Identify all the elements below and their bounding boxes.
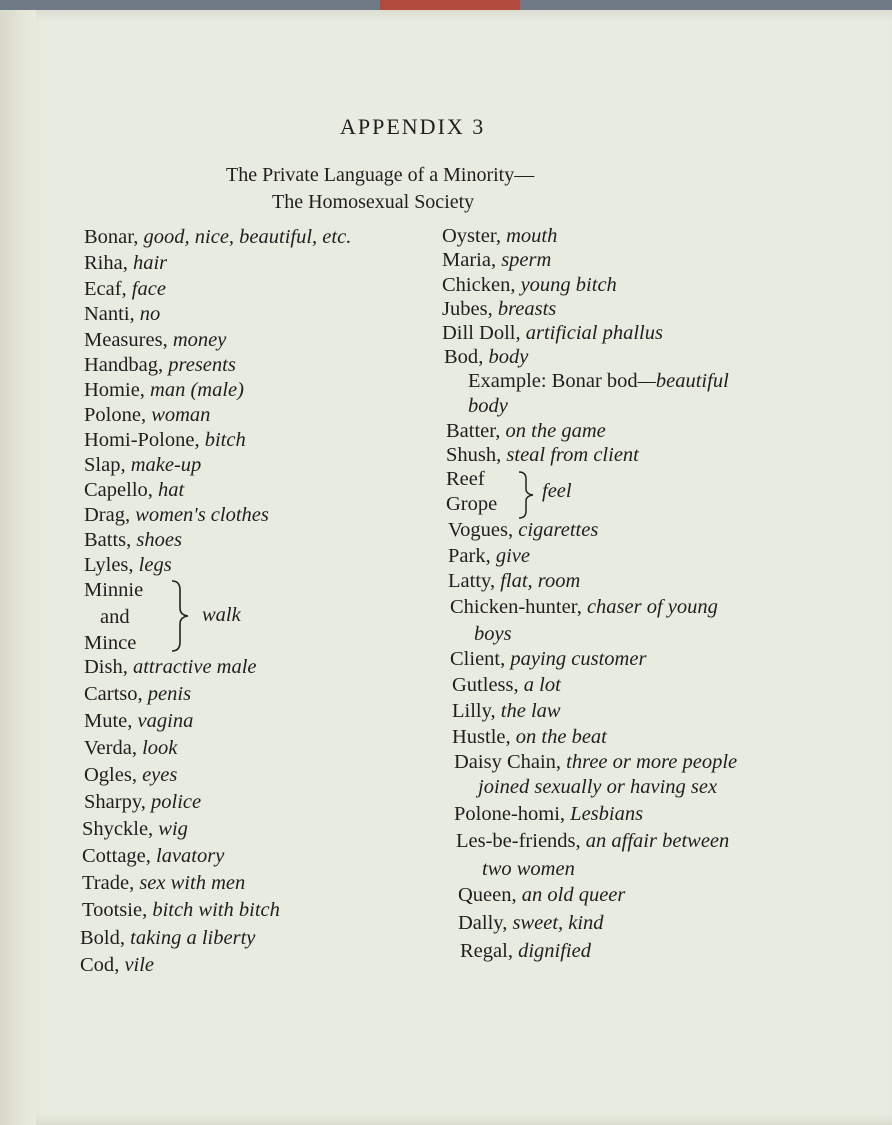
glossary-entry: Dill Doll, artificial phallus — [442, 322, 663, 344]
glossary-entry: Dish, attractive male — [84, 656, 257, 678]
subtitle-line-2: The Homosexual Society — [272, 191, 475, 213]
glossary-entry: Daisy Chain, three or more people — [454, 751, 738, 773]
glossary-entry: Regal, dignified — [460, 940, 591, 962]
glossary-entry: Tootsie, bitch with bitch — [82, 899, 280, 921]
glossary-entry: Riha, hair — [84, 252, 168, 274]
glossary-entry: Nanti, no — [84, 303, 161, 325]
glossary-entry: Slap, make-up — [84, 454, 202, 476]
glossary-entry: Oyster, mouth — [442, 225, 558, 247]
glossary-entry: Bold, taking a liberty — [80, 927, 256, 949]
glossary-entry: Homi-Polone, bitch — [84, 429, 246, 451]
glossary-entry: Park, give — [448, 545, 530, 567]
group-term-minnie: Minnie — [84, 579, 144, 601]
glossary-entry: Les-be-friends, an affair between — [456, 830, 730, 852]
glossary-entry: Homie, man (male) — [84, 379, 244, 401]
example-continuation: body — [468, 395, 508, 417]
entry-continuation: joined sexually or having sex — [478, 776, 718, 798]
glossary-entry: Bod, body — [444, 346, 529, 368]
group-joiner-and: and — [100, 606, 130, 628]
glossary-entry: Shyckle, wig — [82, 818, 188, 840]
glossary-entry: Cottage, lavatory — [82, 845, 225, 867]
group-meaning-feel: feel — [542, 480, 572, 502]
glossary-entry: Sharpy, police — [84, 791, 202, 813]
glossary-entry: Jubes, breasts — [442, 298, 557, 320]
group-term-grope: Grope — [446, 493, 498, 515]
glossary-entry: Measures, money — [84, 329, 227, 351]
glossary-entry: Gutless, a lot — [452, 674, 561, 696]
glossary-entry: Handbag, presents — [84, 354, 236, 376]
group-meaning-walk: walk — [202, 604, 241, 626]
entry-continuation: boys — [474, 623, 512, 645]
glossary-entry: Drag, women's clothes — [84, 504, 269, 526]
glossary-entry: Hustle, on the beat — [452, 726, 607, 748]
glossary-entry: Ogles, eyes — [84, 764, 178, 786]
glossary-entry: Maria, sperm — [442, 249, 552, 271]
glossary-entry: Batter, on the game — [446, 420, 606, 442]
glossary-entry: Batts, shoes — [84, 529, 182, 551]
glossary-entry: Trade, sex with men — [82, 872, 246, 894]
glossary-entry: Mute, vagina — [84, 710, 194, 732]
glossary-entry: Bonar, good, nice, beautiful, etc. — [84, 226, 352, 248]
glossary-entry: Latty, flat, room — [448, 570, 581, 592]
glossary-entry: Lyles, legs — [84, 554, 172, 576]
glossary-entry: Verda, look — [84, 737, 178, 759]
glossary-entry: Vogues, cigarettes — [448, 519, 599, 541]
glossary-entry: Cartso, penis — [84, 683, 192, 705]
glossary-entry: Polone-homi, Lesbians — [454, 803, 644, 825]
glossary-entry: Lilly, the law — [452, 700, 561, 722]
glossary-entry: Ecaf, face — [84, 278, 166, 300]
glossary-entry: Polone, woman — [84, 404, 211, 426]
entry-continuation: two women — [482, 858, 575, 880]
subtitle-line-1: The Private Language of a Minority— — [226, 164, 535, 186]
brace-icon — [168, 578, 198, 654]
glossary-entry: Queen, an old queer — [458, 884, 626, 906]
glossary-entry: Chicken-hunter, chaser of young — [450, 596, 718, 618]
glossary-entry: Client, paying customer — [450, 648, 647, 670]
glossary-entry: Dally, sweet, kind — [458, 912, 604, 934]
glossary-entry: Capello, hat — [84, 479, 185, 501]
brace-icon — [516, 470, 540, 520]
glossary-entry: Chicken, young bitch — [442, 274, 617, 296]
group-term-mince: Mince — [84, 632, 137, 654]
page-title: APPENDIX 3 — [340, 114, 486, 139]
page-gutter — [0, 10, 36, 1125]
example-line: Example: Bonar bod—beautiful — [468, 370, 729, 392]
glossary-entry: Shush, steal from client — [446, 444, 639, 466]
group-term-reef: Reef — [446, 468, 485, 490]
glossary-entry: Cod, vile — [80, 954, 155, 976]
